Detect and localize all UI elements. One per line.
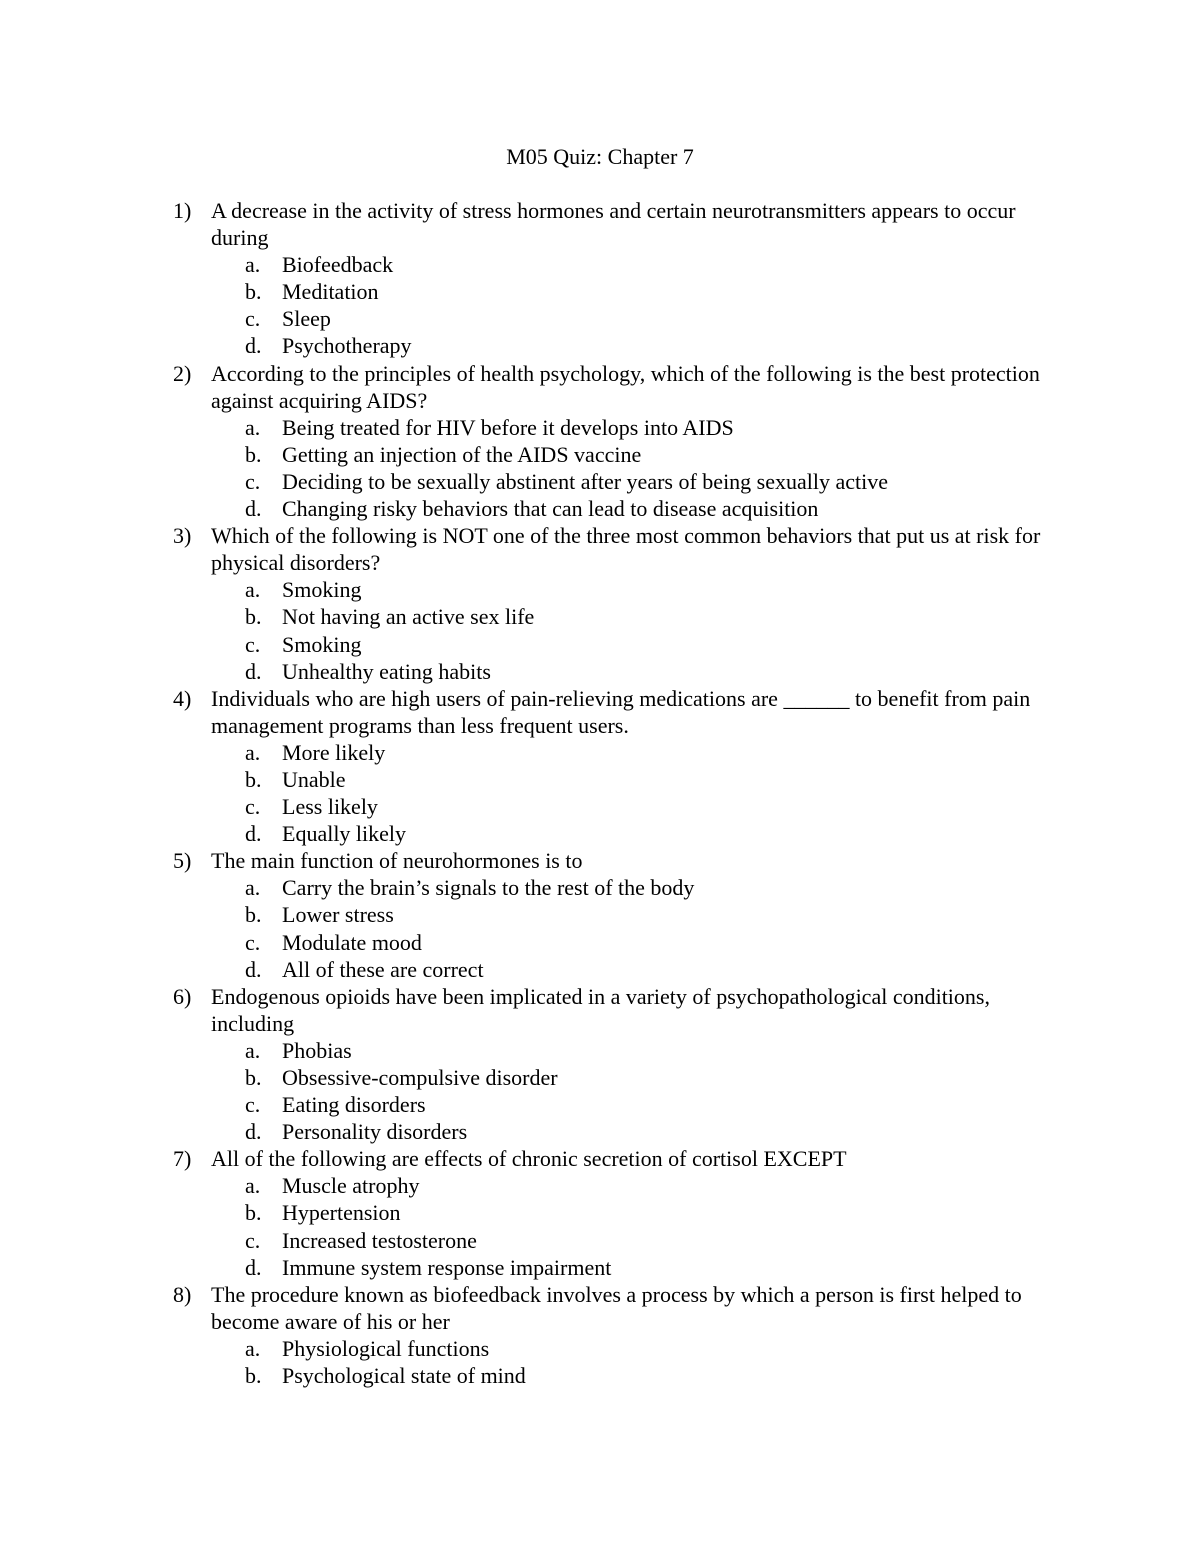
option-text: Less likely [282, 794, 378, 820]
answer-options [211, 874, 1073, 982]
answer-option [211, 658, 1073, 685]
answer-option [211, 1254, 1073, 1281]
option-letter: b. [245, 1065, 262, 1090]
option-text: All of these are correct [282, 956, 484, 982]
option-letter: b. [245, 1363, 262, 1389]
option-letter: c. [245, 1092, 261, 1118]
answer-option [211, 1064, 1073, 1091]
option-letter: b. [245, 766, 262, 792]
answer-option [211, 901, 1073, 928]
answer-options [211, 576, 1073, 684]
option-letter: a. [245, 1037, 261, 1063]
question-number: 3) [173, 523, 192, 549]
option-text: Carry the brain’s signals to the rest of the body [282, 875, 695, 901]
answer-option [211, 441, 1073, 468]
question-text: The procedure known as biofeedback involves a process by which a person is first helped to become aware of his or her [211, 1281, 1022, 1334]
option-letter: c. [245, 794, 261, 820]
answer-option [211, 251, 1073, 278]
option-text: Psychotherapy [282, 333, 412, 359]
option-letter: d. [245, 496, 262, 522]
question-text: Endogenous opioids have been implicated in a variety of psychopathological conditions, including [211, 983, 990, 1036]
option-text: Modulate mood [282, 929, 422, 955]
answer-option [211, 278, 1073, 305]
option-text: Physiological functions [282, 1335, 490, 1361]
option-text: Unhealthy eating habits [282, 658, 491, 684]
answer-option [211, 1199, 1073, 1226]
option-text: Being treated for HIV before it develops into AIDS [282, 414, 734, 440]
option-text: Eating disorders [282, 1092, 426, 1118]
option-text: Getting an injection of the AIDS vaccine [282, 441, 642, 467]
option-letter: d. [245, 956, 262, 982]
page-title: M05 Quiz: Chapter 7 [506, 144, 694, 169]
question-number: 7) [173, 1146, 192, 1172]
answer-options [211, 1037, 1073, 1145]
option-text: Personality disorders [282, 1119, 468, 1145]
option-letter: c. [245, 929, 261, 955]
option-letter: c. [245, 1227, 261, 1253]
answer-options [211, 1172, 1073, 1280]
option-text: Immune system response impairment [282, 1254, 612, 1280]
question-text: All of the following are effects of chronic secretion of cortisol EXCEPT [211, 1146, 847, 1172]
question-text: Individuals who are high users of pain-relieving medications are ______ to benefit from pain management programs than less frequent users. [211, 685, 1031, 738]
answer-option [211, 631, 1073, 658]
answer-option [211, 820, 1073, 847]
question-text: A decrease in the activity of stress hormones and certain neurotransmitters appears to occur during [211, 198, 1016, 251]
answer-option [211, 305, 1073, 332]
question-2 [173, 360, 1073, 523]
option-letter: b. [245, 1200, 262, 1226]
answer-option [211, 576, 1073, 603]
question-3 [173, 522, 1073, 685]
option-letter: d. [245, 821, 262, 847]
question-number: 2) [173, 360, 192, 386]
answer-option [211, 766, 1073, 793]
question-list [173, 197, 1073, 1389]
answer-option [211, 495, 1073, 522]
question-4 [173, 685, 1073, 848]
answer-option [211, 1037, 1073, 1064]
answer-option [211, 1118, 1073, 1145]
question-number: 5) [173, 848, 192, 874]
option-letter: c. [245, 631, 261, 657]
option-text: Hypertension [282, 1200, 401, 1226]
option-letter: b. [245, 279, 262, 305]
option-letter: a. [245, 1173, 261, 1199]
question-7 [173, 1145, 1073, 1280]
option-text: Phobias [282, 1037, 352, 1063]
option-text: Biofeedback [282, 252, 394, 278]
question-8 [173, 1281, 1073, 1389]
option-text: Smoking [282, 577, 362, 603]
answer-options [211, 251, 1073, 359]
question-text: Which of the following is NOT one of the three most common behaviors that put us at risk for physical disorders? [211, 523, 1041, 576]
option-letter: d. [245, 1254, 262, 1280]
answer-options [211, 739, 1073, 847]
option-text: Unable [282, 766, 346, 792]
option-text: Sleep [282, 306, 331, 332]
question-5 [173, 847, 1073, 982]
option-letter: a. [245, 739, 261, 765]
question-1 [173, 197, 1073, 360]
question-number: 8) [173, 1281, 192, 1307]
option-text: More likely [282, 739, 386, 765]
option-letter: a. [245, 577, 261, 603]
answer-option [211, 1172, 1073, 1199]
question-text: According to the principles of health psychology, which of the following is the best protection against acquiring AIDS? [211, 360, 1040, 413]
option-text: Increased testosterone [282, 1227, 477, 1253]
option-text: Muscle atrophy [282, 1173, 420, 1199]
option-letter: b. [245, 441, 262, 467]
option-letter: a. [245, 1335, 261, 1361]
answer-option [211, 1091, 1073, 1118]
option-text: Changing risky behaviors that can lead to disease acquisition [282, 496, 819, 522]
answer-option [211, 1362, 1073, 1389]
answer-option [211, 1335, 1073, 1362]
option-text: Not having an active sex life [282, 604, 535, 630]
question-number: 6) [173, 983, 192, 1009]
option-letter: c. [245, 468, 261, 494]
option-text: Meditation [282, 279, 379, 305]
answer-options [211, 414, 1073, 522]
option-letter: c. [245, 306, 261, 332]
answer-option [211, 929, 1073, 956]
answer-option [211, 793, 1073, 820]
option-letter: d. [245, 333, 262, 359]
option-letter: a. [245, 252, 261, 278]
answer-option [211, 1227, 1073, 1254]
option-text: Psychological state of mind [282, 1363, 526, 1389]
option-letter: d. [245, 658, 262, 684]
option-letter: a. [245, 414, 261, 440]
question-number: 1) [173, 198, 192, 223]
question-6 [173, 983, 1073, 1146]
option-text: Smoking [282, 631, 362, 657]
answer-option [211, 603, 1073, 630]
answer-option [211, 874, 1073, 901]
option-letter: a. [245, 875, 261, 901]
option-text: Equally likely [282, 821, 407, 847]
answer-option [211, 332, 1073, 359]
option-letter: d. [245, 1119, 262, 1145]
question-text: The main function of neurohormones is to [211, 848, 583, 874]
option-letter: b. [245, 604, 262, 630]
option-text: Deciding to be sexually abstinent after years of being sexually active [282, 468, 889, 494]
option-text: Obsessive-compulsive disorder [282, 1065, 558, 1090]
option-text: Lower stress [282, 902, 394, 928]
answer-option [211, 468, 1073, 495]
option-letter: b. [245, 902, 262, 928]
answer-option [211, 739, 1073, 766]
question-number: 4) [173, 685, 192, 711]
answer-option [211, 956, 1073, 983]
answer-option [211, 414, 1073, 441]
answer-options [211, 1335, 1073, 1389]
